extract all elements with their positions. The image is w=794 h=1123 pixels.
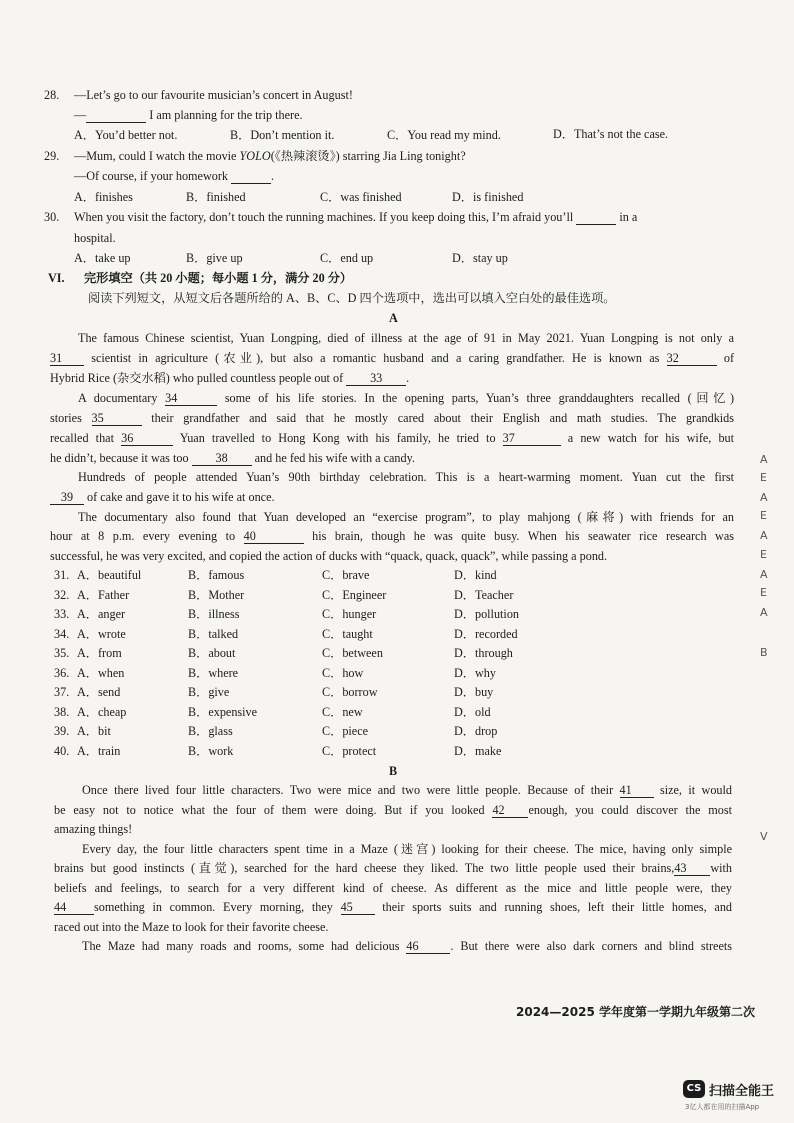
q30-prompt-text-2: in a (619, 210, 638, 224)
text: recalled that (50, 431, 114, 445)
choice-b: B．about (188, 646, 236, 660)
q29-option-b: B．finished (186, 190, 246, 204)
passage-b-line: amazing things! (54, 822, 133, 836)
choice-a: A．bit (77, 724, 111, 738)
q30-prompt (74, 209, 637, 225)
text: something in common. Every morning, they (94, 900, 333, 914)
edge-mark: E (760, 586, 767, 599)
text: his brain, though he was quite busy. When his seawater rice research was (312, 529, 735, 543)
blank-31: 31 (50, 352, 84, 366)
edge-mark: V (760, 830, 768, 843)
q28-option-a: A．You’d better not. (74, 128, 178, 142)
edge-mark: A (760, 529, 768, 542)
choice-a: A．cheap (77, 705, 127, 719)
passage-a-line (50, 528, 734, 544)
choice-d: D．pollution (454, 607, 520, 621)
choice-num: 33. (54, 607, 70, 621)
choice-d: D．buy (454, 685, 494, 699)
q30-number: 30. (44, 210, 60, 224)
passage-a-line: Hundreds of people attended Yuan’s 90th birthday celebration. This is a heart-warming moment. Yuan cut the first (78, 470, 734, 484)
edge-mark: A (760, 491, 768, 504)
text: he didn’t, because it was too (50, 451, 189, 465)
passage-b-line: raced out into the Maze to look for their favorite cheese. (54, 920, 329, 934)
text: Yuan travelled to Hong Kong with his family, he tried to (179, 431, 496, 445)
choice-d: D．kind (454, 568, 497, 582)
q28-number: 28. (44, 88, 60, 102)
choice-a: A．anger (77, 607, 126, 621)
blank-34: 34 (165, 392, 217, 406)
q30-option-b: B．give up (186, 251, 243, 265)
answer-blank (576, 211, 616, 225)
choice-a: A．from (77, 646, 122, 660)
answer-blank (231, 170, 271, 184)
passage-b-line (82, 938, 732, 954)
choice-num: 39. (54, 724, 70, 738)
q29-option-d: D．is finished (452, 190, 524, 204)
q29-option-a: A．finishes (74, 190, 133, 204)
edge-mark: A (760, 568, 768, 581)
passage-a-line (50, 370, 409, 386)
text: Once there lived four little characters. Two were mice and two were little people. Because of their (82, 783, 614, 797)
passage-b-line (54, 899, 732, 915)
text: brains but good instincts (直觉), searched for the hard cheese they liked. The two little people used their brains, (54, 861, 675, 875)
choice-a: A．send (77, 685, 121, 699)
passage-a-line: The documentary also found that Yuan developed an “exercise program”, to play mahjong (麻将) with friends for an (78, 510, 734, 524)
choice-b: B．glass (188, 724, 233, 738)
choice-d: D．make (454, 744, 502, 758)
text: . But there were also dark corners and blind streets (450, 939, 732, 953)
choice-c: C．borrow (322, 685, 378, 699)
period: . (271, 169, 275, 183)
blank-32: 32 (667, 352, 717, 366)
text: their sports suits and running shoes, left their little homes, and (382, 900, 733, 914)
choice-d: D．drop (454, 724, 498, 738)
blank-46: 46 (406, 940, 450, 954)
section-title: 完形填空（共 20 小题；每小题 1 分，满分 20 分） (84, 271, 353, 285)
choice-num: 34. (54, 627, 70, 641)
passage-b-line (54, 802, 732, 818)
blank-38: 38 (192, 452, 252, 466)
blank-43: 43 (674, 862, 710, 876)
choice-b: B．illness (188, 607, 240, 621)
q28-prompt: —Let’s go to our favourite musician’s concert in August! (74, 88, 353, 102)
passage-b-line: beliefs and feelings, to search for a very different kind of cheese. As different as the mice and little people were, they (54, 881, 732, 895)
choice-b: B．famous (188, 568, 245, 582)
q30-option-c: C．end up (320, 251, 374, 265)
blank-40: 40 (244, 530, 304, 544)
q30-option-d: D．stay up (452, 251, 508, 265)
q30-prompt-text: When you visit the factory, don’t touch the running machines. If you keep doing this, I’m afraid you’ll (74, 210, 574, 224)
text: some of his life stories. In the opening parts, Yuan’s three granddaughters recalled (回忆) (224, 391, 735, 405)
blank-36: 36 (121, 432, 173, 446)
choice-b: B．work (188, 744, 234, 758)
passage-a-line (78, 390, 734, 406)
choice-num: 31. (54, 568, 70, 582)
movie-title: YOLO (239, 149, 271, 163)
text: A documentary (78, 391, 158, 405)
blank-37: 37 (503, 432, 561, 446)
q29-prompt-text: —Mum, could I watch the movie (74, 149, 240, 163)
text: hour at 8 p.m. every evening to (50, 529, 236, 543)
edge-mark: E (760, 548, 767, 561)
passage-a-line: The famous Chinese scientist, Yuan Longping, died of illness at the age of 91 in May 2021. Yuan Longping is not only a (78, 331, 734, 345)
blank-41: 41 (620, 784, 654, 798)
section-instruction: 阅读下列短文，从短文后各题所给的 A、B、C、D 四个选项中，选出可以填入空白处的最佳选项。 (88, 291, 616, 305)
passage-b-line (54, 860, 732, 876)
choice-a: A．Father (77, 588, 130, 602)
text: stories (50, 411, 82, 425)
text: The Maze had many roads and rooms, some had delicious (82, 939, 400, 953)
choice-num: 38. (54, 705, 70, 719)
section-number: VI. (48, 271, 65, 285)
q28-response-text: I am planning for the trip there. (149, 108, 303, 122)
q28-option-c: C．You read my mind. (387, 128, 501, 142)
choice-b: B．Mother (188, 588, 245, 602)
choice-c: C．hunger (322, 607, 377, 621)
edge-mark: B (760, 646, 768, 659)
edge-mark: E (760, 509, 767, 522)
q30-prompt-line2: hospital. (74, 231, 116, 245)
choice-d: D．Teacher (454, 588, 514, 602)
choice-b: B．where (188, 666, 239, 680)
choice-c: C．taught (322, 627, 373, 641)
passage-a-line (50, 350, 734, 366)
text: enough, you could discover the most (528, 803, 733, 817)
choice-d: D．why (454, 666, 496, 680)
choice-num: 32. (54, 588, 70, 602)
answer-blank (86, 109, 146, 123)
q30-option-a: A．take up (74, 251, 131, 265)
choice-b: B．talked (188, 627, 239, 641)
choice-a: A．beautiful (77, 568, 142, 582)
watermark-tagline: 3亿人都在用的扫描App (685, 1103, 760, 1111)
camscanner-logo-icon: CS (683, 1080, 705, 1098)
q28-response (74, 107, 303, 123)
choice-d: D．old (454, 705, 491, 719)
q29-prompt-text-2: (《热辣滚烫》) starring Jia Ling tonight? (270, 149, 466, 163)
choice-a: A．when (77, 666, 125, 680)
passage-a-line: successful, he was very excited, and copied the action of ducks with “quack, quack, quack”, while passing a pond. (50, 549, 608, 563)
passage-a-line (50, 489, 275, 505)
text: with (710, 861, 732, 875)
q28-option-d: D．That’s not the case. (553, 127, 669, 141)
blank-35: 35 (92, 412, 142, 426)
choice-b: B．expensive (188, 705, 258, 719)
passage-a-line (50, 410, 734, 426)
text: . (406, 371, 410, 385)
watermark-name: 扫描全能王 (709, 1084, 775, 1099)
passage-b-line: Every day, the four little characters spent time in a Maze (迷宫) looking for their cheese. The mice, having only simple (82, 842, 732, 856)
text: a new watch for his wife, but (567, 431, 735, 445)
choice-c: C．new (322, 705, 363, 719)
blank-44: 44 (54, 901, 94, 915)
choice-b: B．give (188, 685, 230, 699)
choice-c: C．brave (322, 568, 370, 582)
dash: — (74, 108, 87, 122)
passage-a-line (50, 430, 734, 446)
text: Hybrid Rice (杂交水稻) who pulled countless people out of (50, 371, 344, 385)
text: and he fed his wife with a candy. (254, 451, 415, 465)
choice-c: C．Engineer (322, 588, 387, 602)
q29-option-c: C．was finished (320, 190, 402, 204)
passage-b-label: B (389, 764, 398, 778)
page-footer: 2024—2025 学年度第一学期九年级第二次 (516, 1005, 755, 1019)
text: scientist in agriculture (农业), but also a romantic husband and a caring grandfather. He is known as (91, 351, 660, 365)
choice-a: A．wrote (77, 627, 126, 641)
choice-num: 35. (54, 646, 70, 660)
choice-c: C．between (322, 646, 383, 660)
choice-c: C．piece (322, 724, 369, 738)
text: size, it would (659, 783, 732, 797)
q28-option-b: B．Don’t mention it. (230, 128, 335, 142)
text: of (723, 351, 735, 365)
edge-mark: A (760, 453, 768, 466)
text: of cake and gave it to his wife at once. (87, 490, 275, 504)
choice-num: 37. (54, 685, 70, 699)
text: their grandfather and said that he mostly cared about their English and math studies. The grandkids (151, 411, 735, 425)
choice-d: D．through (454, 646, 513, 660)
choice-c: C．how (322, 666, 364, 680)
choice-a: A．train (77, 744, 121, 758)
q29-number: 29. (44, 149, 60, 163)
blank-45: 45 (341, 901, 375, 915)
q29-response (74, 168, 274, 184)
passage-a-line (50, 450, 415, 466)
choice-c: C．protect (322, 744, 377, 758)
q29-response-text: —Of course, if your homework (74, 169, 228, 183)
text: be easy not to notice what the four of them were doing. But if you looked (54, 803, 485, 817)
choice-num: 40. (54, 744, 70, 758)
choice-num: 36. (54, 666, 70, 680)
blank-42: 42 (492, 804, 528, 818)
blank-33: 33 (346, 372, 406, 386)
choice-d: D．recorded (454, 627, 518, 641)
q29-prompt (74, 148, 466, 164)
edge-mark: E (760, 471, 767, 484)
passage-b-line (82, 782, 732, 798)
passage-a-label: A (389, 311, 398, 325)
edge-mark: A (760, 606, 768, 619)
blank-39: 39 (50, 491, 84, 505)
